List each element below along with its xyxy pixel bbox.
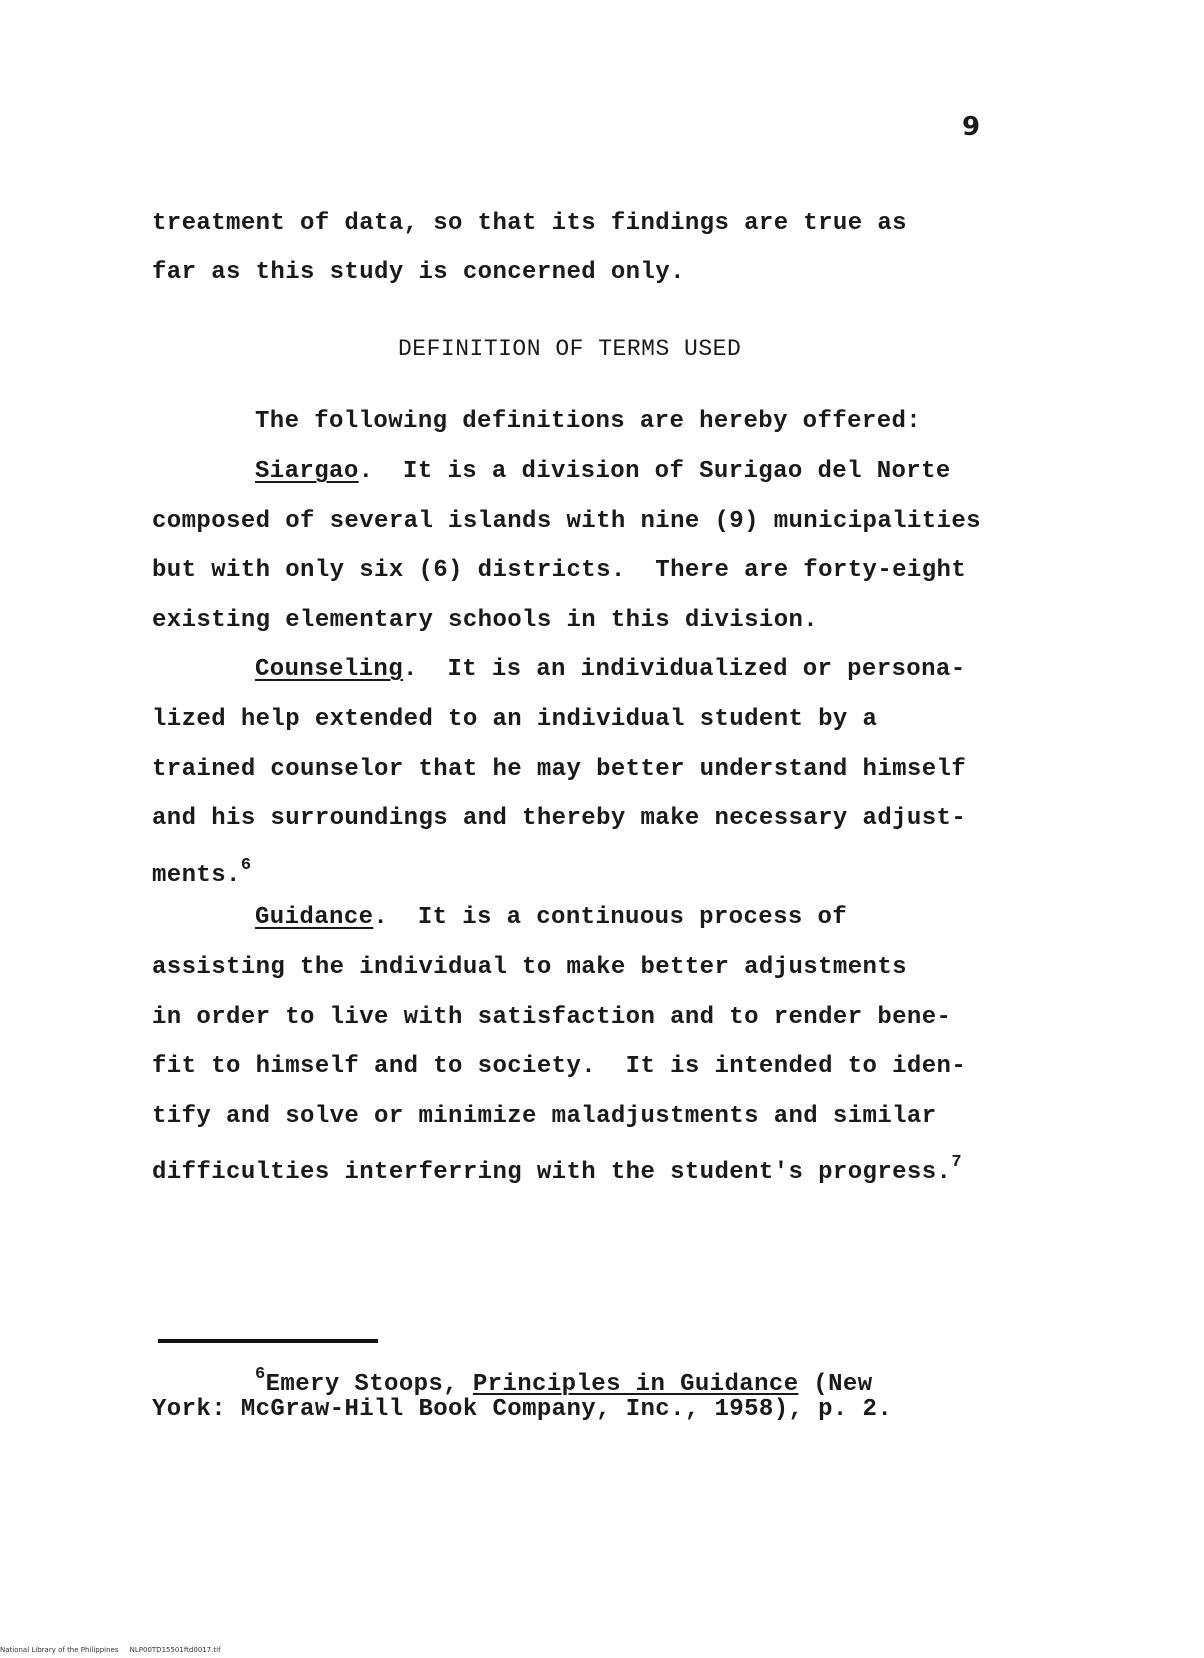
definition-siargao-line: existing elementary schools in this division.	[152, 607, 819, 634]
footnote-ref-6: 6	[240, 856, 252, 875]
footnote-author: Emery Stoops,	[265, 1371, 473, 1398]
term-guidance: Guidance	[255, 904, 374, 931]
footnote-ref-7: 7	[951, 1153, 962, 1172]
footnote-after-title: (New	[798, 1371, 873, 1398]
scan-footer-library: National Library of the Philippines	[0, 1646, 119, 1654]
lead-sentence: The following definitions are hereby offered:	[255, 408, 922, 435]
scan-footer-file-id: NLP00TD15501ftd0017.tif	[129, 1646, 221, 1654]
intro-line-1: treatment of data, so that its findings are true as	[152, 210, 907, 237]
definition-siargao-text: . It is a division of Surigao del Norte	[358, 458, 951, 485]
definition-siargao-line: but with only six (6) districts. There are forty-eight	[152, 557, 967, 584]
footnote-line-1	[255, 1365, 873, 1398]
definition-siargao-line: composed of several islands with nine (9) municipalities	[152, 508, 981, 535]
definition-guidance-line: fit to himself and to society. It is intended to iden-	[152, 1053, 967, 1080]
page-number: 9	[962, 112, 981, 142]
definition-guidance-line: tify and solve or minimize maladjustments and similar	[152, 1103, 937, 1130]
definition-guidance-last-line: difficulties interferring with the student's progress.$^7$	[152, 1153, 962, 1186]
definition-guidance-text: . It is a continuous process of	[373, 904, 848, 931]
definition-counseling-line: trained counselor that he may better understand himself	[152, 756, 967, 783]
definition-guidance-first-line	[255, 904, 847, 931]
definition-guidance-line: assisting the individual to make better adjustments	[152, 954, 907, 981]
definition-guidance-line: in order to live with satisfaction and to render bene-	[152, 1004, 952, 1031]
footnote-separator-rule	[158, 1339, 378, 1343]
definition-counseling-last-line: ments.$^6$	[152, 856, 252, 889]
section-heading: DEFINITION OF TERMS USED	[398, 336, 742, 362]
footnote-number: 6	[255, 1365, 266, 1384]
term-siargao: Siargao	[255, 458, 359, 485]
footnote-line2-text: McGraw-Hill Book Company, Inc., 1958), p. 2.	[240, 1396, 893, 1423]
footnote-line-2	[152, 1396, 892, 1423]
scan-footer	[0, 1646, 221, 1654]
footnote-title: Principles in Guidance	[472, 1371, 799, 1398]
term-counseling: Counseling	[255, 656, 404, 683]
definition-counseling-first-line	[255, 656, 966, 683]
intro-line-2: far as this study is concerned only.	[152, 259, 685, 286]
definition-counseling-text: . It is an individualized or persona-	[403, 656, 966, 683]
definition-counseling-line: lized help extended to an individual student by a	[152, 706, 878, 733]
definition-siargao-first-line	[255, 458, 951, 485]
footnote-line2-prefix: York:	[152, 1396, 227, 1423]
definition-counseling-line: and his surroundings and thereby make necessary adjust-	[152, 805, 967, 832]
